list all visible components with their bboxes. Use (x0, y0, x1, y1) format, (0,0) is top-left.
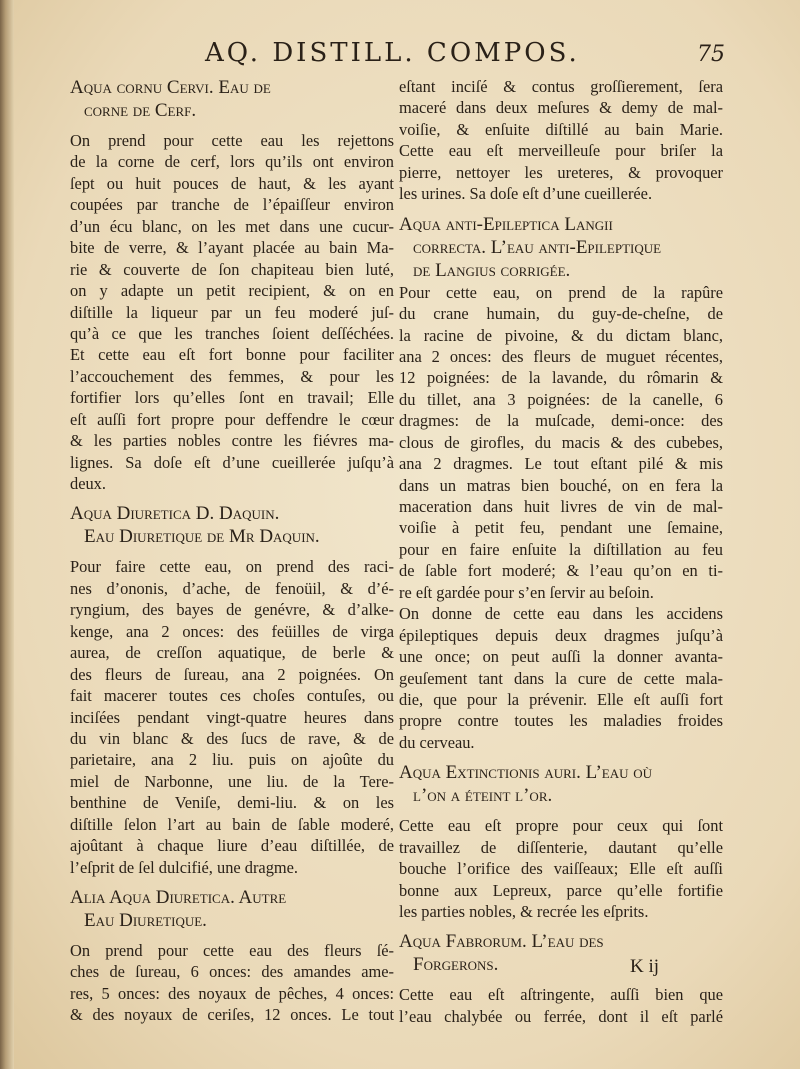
section-gap (399, 922, 723, 930)
text-line: ches de ſureau, 6 onces: des amandes ame- (70, 962, 394, 982)
text-line: coupées par tranche de l’épaiſſeur environ (70, 195, 394, 215)
text-line: On donne de cette eau dans les accidens (399, 604, 723, 624)
text-line: kenge, ana 2 onces: des feüilles de virga (70, 621, 394, 641)
right-text-column (399, 76, 723, 1026)
text-line: dans un matras bien bouché, on en fera la (399, 475, 723, 495)
text-line: clous de girofles, du macis & des cubebes, (399, 432, 723, 452)
text-line: du tillet, ana 3 poignées: de la canelle, 6 (399, 389, 723, 409)
text-line: l’eau chalybée ou ferrée, dont il eſt parlé (399, 1006, 723, 1026)
text-line: res, 5 onces: des noyaux de pêches, 4 onces: (70, 983, 394, 1003)
text-line: On prend pour cette eau les rejettons (70, 131, 394, 150)
text-line: du vin blanc & des ſucs de rave, & de (70, 728, 394, 748)
text-line: nes d’ononis, d’ache, de fenoüil, & d’é- (70, 578, 394, 598)
text-line: travaillez de diſſenterie, dautant qu’elle (399, 837, 723, 857)
page-gutter-shadow (0, 0, 14, 1069)
text-line: bouche l’orifice des vaiſſeaux; Elle eſt auſſi (399, 859, 723, 879)
text-line: propre contre toutes les maladies froides (399, 711, 723, 731)
section-gap (70, 548, 394, 556)
section-gap (399, 753, 723, 761)
text-line: épileptiques depuis deux dragmes juſqu’à (399, 625, 723, 645)
section-heading: Alia Aqua Diuretica. Autre (70, 887, 287, 908)
text-line: ryngium, des bayes de genévre, & d’alke- (70, 600, 394, 620)
section-heading-line: Forgerons. (413, 954, 499, 976)
text-line: l’accouchement des femmes, & pour les (70, 366, 394, 386)
text-line: ana 2 dragmes. Le tout eſtant pilé & mis (399, 454, 723, 474)
text-line: Cette eau eſt aſtringente, auſſi bien que (399, 985, 723, 1005)
section-heading-line: corne de Cerf. (84, 100, 197, 121)
text-line: du crane humain, du guy-de-cheſne, de (399, 304, 723, 324)
text-line: miel de Narbonne, une liu. de la Tere- (70, 771, 394, 791)
text-line: une once; on peut auſſi la donner avanta- (399, 647, 723, 667)
text-line: d’un écu blanc, on les met dans une cucur- (70, 216, 394, 236)
section-heading: Aqua Diuretica D. Daquin. (70, 503, 280, 525)
section-heading-line: Eau Diuretique de Mr Daquin. (84, 526, 320, 548)
text-line: qu’à ce que les tranches ſoient deſſéchées. (70, 323, 394, 343)
text-line: eſtant inciſé & contus groſſierement, ſera (399, 77, 723, 96)
text-line: aurea, de creſſon aquatique, de berle & (70, 643, 394, 663)
text-line: & les parties nobles contre les fiévres ma- (70, 431, 394, 451)
text-line: deux. (70, 474, 106, 493)
section-heading: Aqua cornu Cervi. Eau de (70, 77, 271, 98)
text-line: fortifier lors qu’elles ſont en travail; Elle (70, 388, 394, 408)
text-line: die, que pour la prévenir. Elle eſt auſſi fort (399, 689, 723, 709)
text-line: bonne aux Lepreux, parce qu’elle fortifie (399, 880, 723, 900)
text-line: des fleurs de ſureau, ana 2 poignées. On (70, 664, 394, 684)
text-line: fait macerer toutes ces choſes contuſes, ou (70, 686, 394, 706)
text-line: lignes. Sa doſe eſt d’une cueillerée juſqu’à (70, 452, 394, 472)
text-line: voiſie à petit feu, pendant une ſemaine, (399, 518, 723, 538)
signature-mark: K ij (630, 956, 660, 977)
section-heading-line: l’on a éteint l’or. (413, 785, 553, 807)
text-line: on y adapte un petit recipient, & on en (70, 281, 394, 301)
text-line: diſtille ſelon l’art au bain de ſable moderé, (70, 814, 394, 834)
text-line: du cerveau. (399, 732, 475, 752)
text-line: pierre, nettoyer les ureteres, & provoquer (399, 162, 723, 182)
text-line: Cette eau eſt merveilleuſe pour briſer la (399, 141, 723, 161)
text-line: 12 poignées: de la lavande, du rômarin & (399, 368, 723, 388)
text-line: les urines. Sa doſe eſt d’une cueillerée. (399, 184, 653, 204)
text-line: & des noyaux de ceriſes, 12 onces. Le tout (70, 1005, 394, 1025)
section-gap (70, 878, 394, 886)
section-heading: Aqua Fabrorum. L’eau des (399, 931, 604, 953)
text-line: de la corne de cerf, lors qu’ils ont environ (70, 152, 394, 172)
text-line: voiſie, & enſuite diſtillé au bain Marie. (399, 119, 723, 139)
text-line: ajoûtant à chaque liure d’eau diſtillée, de (70, 836, 394, 856)
section-heading: Aqua anti-Epileptica Langii (399, 213, 613, 235)
text-line: les parties nobles, & recrée les eſprits. (399, 902, 649, 921)
text-line: parietaire, ana 2 liu. puis on ajoûte du (70, 750, 394, 770)
text-line: On prend pour cette eau des fleurs ſé- (70, 941, 394, 960)
text-line: inciſées pendant vingt-quatre heures dans (70, 707, 394, 727)
text-line: maceration dans huit livres de vin de mal- (399, 497, 723, 516)
text-line: eſt auſſi fort propre pour deffendre le cœur (70, 409, 394, 429)
section-gap (70, 932, 394, 940)
text-line: de ſable fort moderé; & l’eau qu’on en ti- (399, 561, 723, 581)
text-line: Cette eau eſt propre pour ceux qui ſont (399, 816, 723, 836)
text-line: l’eſprit de ſel dulcifié, une dragme. (70, 857, 299, 877)
running-title: AQ. DISTILL. COMPOS. (205, 38, 580, 68)
text-line: geuſement tant dans la cure de cette mala- (399, 668, 723, 688)
section-heading-line: de Langius corrigée. (413, 259, 571, 281)
text-line: maceré dans deux meſures & demy de mal- (399, 98, 723, 118)
text-line: diſtille la liqueur par un feu moderé juſ- (70, 302, 394, 322)
text-line: benthine de Veniſe, demi-liu. & on les (70, 793, 394, 813)
section-heading-line: Eau Diuretique. (84, 910, 207, 931)
section-gap (70, 494, 394, 502)
text-line: bite de verre, & l’ayant placée au bain Ma- (70, 238, 394, 258)
text-line: re eſt gardée pour s’en ſervir au beſoin. (399, 582, 654, 602)
page-number: 75 (697, 42, 725, 67)
page-header (205, 38, 725, 78)
section-heading-line: correcta. L’eau anti-Epileptique (413, 236, 662, 258)
section-gap (399, 807, 723, 815)
text-line: dragmes: de la muſcade, demi-once: des (399, 411, 723, 431)
text-line: ana 2 onces: des fleurs de muguet récentes, (399, 346, 723, 366)
text-line: ſept ou huit pouces de haut, & les ayant (70, 173, 394, 193)
text-line: Pour cette eau, on prend de la rapûre (399, 282, 723, 302)
left-text-column (70, 76, 394, 1025)
text-line: la racine de pivoine, & du dictam blanc, (399, 325, 723, 345)
text-line: Pour faire cette eau, on prend des raci- (70, 557, 394, 577)
section-gap (399, 205, 723, 213)
text-line: pour en faire enſuite la diſtillation au feu (399, 539, 723, 559)
text-line: Et cette eau eſt fort bonne pour faciliter (70, 345, 394, 365)
section-gap (70, 122, 394, 130)
section-heading: Aqua Extinctionis auri. L’eau où (399, 762, 653, 784)
text-line: rie & couverte de ſon chapiteau bien luté, (70, 259, 394, 279)
